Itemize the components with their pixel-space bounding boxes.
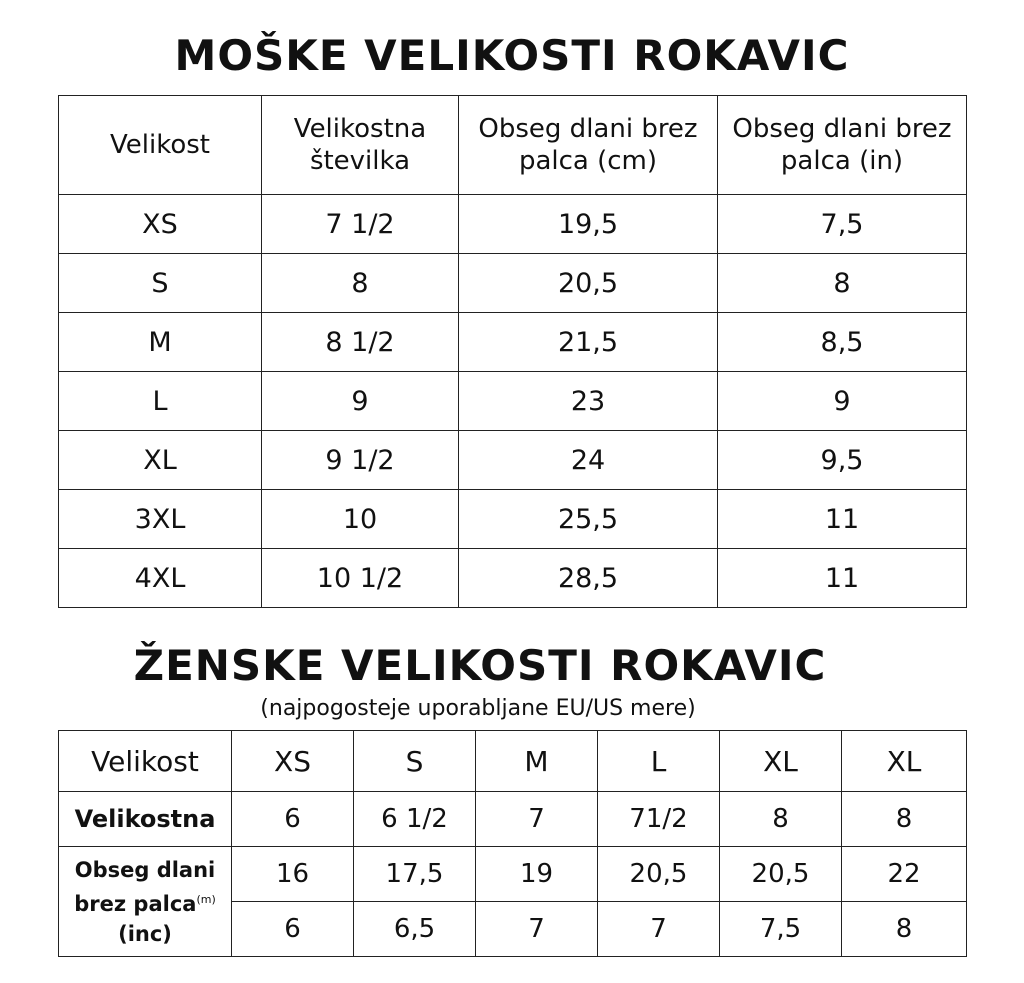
women-number-cell: 71/2 <box>598 792 720 847</box>
men-cm-cell: 19,5 <box>459 195 718 254</box>
women-number-label: Velikostna <box>59 792 232 847</box>
women-size-cell: S <box>354 731 476 792</box>
women-number-cell: 6 1/2 <box>354 792 476 847</box>
women-size-cell: XL <box>842 731 967 792</box>
men-in-cell: 9 <box>718 372 967 431</box>
men-size-cell: 4XL <box>59 549 262 608</box>
men-header-girth-in: Obseg dlani brez palca (in) <box>718 96 967 195</box>
women-in-cell: 7,5 <box>720 902 842 957</box>
men-sizes-title: MOŠKE VELIKOSTI ROKAVIC <box>174 31 850 80</box>
women-girth-label <box>59 847 232 957</box>
women-sizes-subtitle: (najpogosteje uporabljane EU/US mere) <box>260 696 696 721</box>
women-number-cell: 8 <box>842 792 967 847</box>
women-size-cell: XL <box>720 731 842 792</box>
men-number-cell: 8 <box>262 254 459 313</box>
women-in-cell: 7 <box>476 902 598 957</box>
men-cm-cell: 25,5 <box>459 490 718 549</box>
table-row <box>59 431 967 490</box>
women-cm-cell: 16 <box>232 847 354 902</box>
women-cm-cell: 17,5 <box>354 847 476 902</box>
women-number-cell: 6 <box>232 792 354 847</box>
women-number-row <box>59 792 967 847</box>
men-in-cell: 9,5 <box>718 431 967 490</box>
table-row <box>59 490 967 549</box>
men-number-cell: 7 1/2 <box>262 195 459 254</box>
women-size-cell: M <box>476 731 598 792</box>
men-header-size-number: Velikostna številka <box>262 96 459 195</box>
men-in-cell: 11 <box>718 549 967 608</box>
men-header-girth-cm: Obseg dlani brez palca (cm) <box>459 96 718 195</box>
women-girth-label-line3: (inc) <box>118 921 172 946</box>
table-row <box>59 313 967 372</box>
table-row <box>59 372 967 431</box>
women-in-cell: 6,5 <box>354 902 476 957</box>
table-row <box>59 549 967 608</box>
men-size-cell: L <box>59 372 262 431</box>
men-number-cell: 9 <box>262 372 459 431</box>
women-sizes-title: ŽENSKE VELIKOSTI ROKAVIC <box>133 641 827 690</box>
men-header-size: Velikost <box>59 96 262 195</box>
men-number-cell: 10 <box>262 490 459 549</box>
men-sizes-table <box>58 95 967 608</box>
men-number-cell: 9 1/2 <box>262 431 459 490</box>
men-cm-cell: 24 <box>459 431 718 490</box>
women-in-cell: 7 <box>598 902 720 957</box>
men-cm-cell: 28,5 <box>459 549 718 608</box>
women-number-cell: 8 <box>720 792 842 847</box>
women-size-cell: XS <box>232 731 354 792</box>
men-cm-cell: 23 <box>459 372 718 431</box>
table-row <box>59 254 967 313</box>
men-table-header-row <box>59 96 967 195</box>
women-size-cell: L <box>598 731 720 792</box>
men-in-cell: 7,5 <box>718 195 967 254</box>
women-in-cell: 8 <box>842 902 967 957</box>
men-number-cell: 8 1/2 <box>262 313 459 372</box>
table-row <box>59 195 967 254</box>
men-in-cell: 8,5 <box>718 313 967 372</box>
women-in-cell: 6 <box>232 902 354 957</box>
women-number-cell: 7 <box>476 792 598 847</box>
women-cm-cell: 19 <box>476 847 598 902</box>
men-size-cell: S <box>59 254 262 313</box>
women-cm-cell: 22 <box>842 847 967 902</box>
women-girth-label-line2: brez palca <box>74 891 197 916</box>
women-girth-label-sup: (m) <box>196 892 216 906</box>
men-size-cell: XS <box>59 195 262 254</box>
women-size-label: Velikost <box>59 731 232 792</box>
men-size-cell: 3XL <box>59 490 262 549</box>
men-in-cell: 8 <box>718 254 967 313</box>
men-cm-cell: 21,5 <box>459 313 718 372</box>
men-size-cell: M <box>59 313 262 372</box>
women-size-row <box>59 731 967 792</box>
men-in-cell: 11 <box>718 490 967 549</box>
women-girth-label-line1: Obseg dlani <box>74 857 216 882</box>
men-cm-cell: 20,5 <box>459 254 718 313</box>
men-number-cell: 10 1/2 <box>262 549 459 608</box>
women-cm-cell: 20,5 <box>720 847 842 902</box>
men-size-cell: XL <box>59 431 262 490</box>
women-cm-cell: 20,5 <box>598 847 720 902</box>
women-girth-cm-row <box>59 847 967 902</box>
women-sizes-table <box>58 730 967 957</box>
